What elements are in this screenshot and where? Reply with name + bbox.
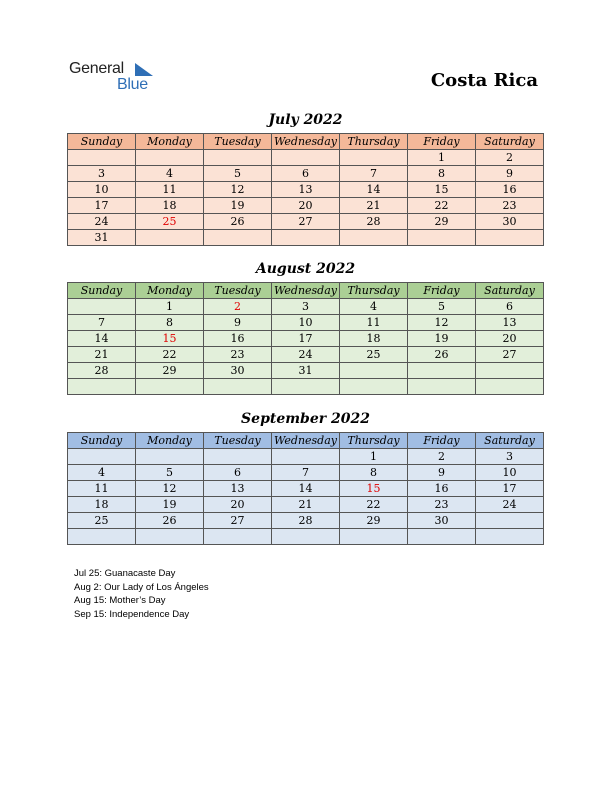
week-row xyxy=(68,347,544,363)
day-cell: 14 xyxy=(272,481,340,497)
weekday-header: Saturday xyxy=(476,283,544,299)
day-cell: 22 xyxy=(136,347,204,363)
day-cell: 27 xyxy=(272,214,340,230)
day-cell: 18 xyxy=(68,497,136,513)
day-cell xyxy=(340,363,408,379)
day-cell: 11 xyxy=(68,481,136,497)
day-cell: 15 xyxy=(136,331,204,347)
month-title-july: July 2022 xyxy=(268,112,343,128)
week-row xyxy=(68,449,544,465)
week-row xyxy=(68,363,544,379)
weekday-header: Wednesday xyxy=(272,134,340,150)
day-cell: 11 xyxy=(136,182,204,198)
day-cell xyxy=(68,449,136,465)
day-cell: 30 xyxy=(408,513,476,529)
day-cell xyxy=(204,449,272,465)
day-cell: 26 xyxy=(204,214,272,230)
weekday-header: Monday xyxy=(136,433,204,449)
brand-logo xyxy=(69,60,169,96)
week-row xyxy=(68,182,544,198)
weekday-header: Wednesday xyxy=(272,283,340,299)
weekday-header: Saturday xyxy=(476,433,544,449)
day-cell: 3 xyxy=(476,449,544,465)
day-cell xyxy=(476,529,544,545)
day-cell: 14 xyxy=(68,331,136,347)
weekday-header: Sunday xyxy=(68,283,136,299)
day-cell: 10 xyxy=(476,465,544,481)
weekday-header: Thursday xyxy=(340,433,408,449)
day-cell: 16 xyxy=(204,331,272,347)
day-cell: 8 xyxy=(408,166,476,182)
day-cell xyxy=(272,529,340,545)
holiday-item: Sep 15: Independence Day xyxy=(74,608,190,620)
day-cell xyxy=(204,529,272,545)
week-row xyxy=(68,331,544,347)
day-cell xyxy=(476,230,544,246)
day-cell: 13 xyxy=(272,182,340,198)
day-cell: 27 xyxy=(476,347,544,363)
weekday-header: Tuesday xyxy=(204,283,272,299)
day-cell: 21 xyxy=(272,497,340,513)
day-cell: 6 xyxy=(476,299,544,315)
day-cell: 6 xyxy=(272,166,340,182)
day-cell: 25 xyxy=(136,214,204,230)
calendar-august xyxy=(67,282,544,395)
day-cell xyxy=(408,363,476,379)
weekday-header: Tuesday xyxy=(204,134,272,150)
week-row xyxy=(68,513,544,529)
day-cell: 5 xyxy=(408,299,476,315)
day-cell xyxy=(204,150,272,166)
day-cell: 23 xyxy=(408,497,476,513)
week-row xyxy=(68,150,544,166)
day-cell: 20 xyxy=(476,331,544,347)
day-cell: 2 xyxy=(204,299,272,315)
day-cell xyxy=(476,379,544,395)
weekday-header: Saturday xyxy=(476,134,544,150)
day-cell xyxy=(68,529,136,545)
day-cell xyxy=(476,513,544,529)
day-cell xyxy=(136,379,204,395)
day-cell: 29 xyxy=(340,513,408,529)
holiday-list xyxy=(74,567,209,621)
day-cell: 2 xyxy=(408,449,476,465)
day-cell: 29 xyxy=(136,363,204,379)
day-cell: 4 xyxy=(136,166,204,182)
day-cell: 24 xyxy=(68,214,136,230)
day-cell: 18 xyxy=(136,198,204,214)
brand-line-1: General xyxy=(69,60,124,77)
day-cell: 23 xyxy=(476,198,544,214)
day-cell: 9 xyxy=(476,166,544,182)
day-cell: 1 xyxy=(340,449,408,465)
day-cell xyxy=(68,379,136,395)
day-cell: 3 xyxy=(272,299,340,315)
day-cell xyxy=(408,230,476,246)
weekday-header: Sunday xyxy=(68,134,136,150)
day-cell: 27 xyxy=(204,513,272,529)
day-cell: 14 xyxy=(340,182,408,198)
day-cell: 8 xyxy=(340,465,408,481)
weekday-header: Monday xyxy=(136,283,204,299)
holiday-item: Jul 25: Guanacaste Day xyxy=(74,568,176,579)
day-cell: 17 xyxy=(68,198,136,214)
weekday-header: Tuesday xyxy=(204,433,272,449)
weekday-header: Friday xyxy=(408,283,476,299)
day-cell: 4 xyxy=(68,465,136,481)
country-title: Costa Rica xyxy=(430,70,538,91)
weekday-header: Friday xyxy=(408,433,476,449)
day-cell: 22 xyxy=(340,497,408,513)
week-row xyxy=(68,299,544,315)
day-cell xyxy=(204,379,272,395)
week-row xyxy=(68,379,544,395)
day-cell: 22 xyxy=(408,198,476,214)
day-cell xyxy=(340,150,408,166)
weekday-header: Monday xyxy=(136,134,204,150)
day-cell: 19 xyxy=(204,198,272,214)
day-cell: 30 xyxy=(204,363,272,379)
weekday-header: Wednesday xyxy=(272,433,340,449)
calendar-july xyxy=(67,133,544,246)
day-cell xyxy=(136,150,204,166)
day-cell: 12 xyxy=(204,182,272,198)
day-cell: 9 xyxy=(204,315,272,331)
day-cell: 5 xyxy=(204,166,272,182)
day-cell: 17 xyxy=(476,481,544,497)
day-cell: 26 xyxy=(408,347,476,363)
weekday-header: Thursday xyxy=(340,134,408,150)
brand-line-2: Blue xyxy=(117,76,148,93)
day-cell: 2 xyxy=(476,150,544,166)
brand-triangle-icon xyxy=(135,63,153,76)
day-cell: 7 xyxy=(68,315,136,331)
day-cell: 7 xyxy=(272,465,340,481)
day-cell xyxy=(408,379,476,395)
day-cell: 11 xyxy=(340,315,408,331)
day-cell: 10 xyxy=(68,182,136,198)
weekday-header: Sunday xyxy=(68,433,136,449)
day-cell xyxy=(272,449,340,465)
day-cell: 24 xyxy=(272,347,340,363)
week-row xyxy=(68,481,544,497)
day-cell: 1 xyxy=(136,299,204,315)
day-cell: 28 xyxy=(272,513,340,529)
week-row xyxy=(68,230,544,246)
day-cell xyxy=(340,379,408,395)
day-cell xyxy=(340,529,408,545)
week-row xyxy=(68,166,544,182)
day-cell xyxy=(272,230,340,246)
day-cell: 12 xyxy=(136,481,204,497)
day-cell: 25 xyxy=(340,347,408,363)
day-cell xyxy=(340,230,408,246)
week-row xyxy=(68,529,544,545)
day-cell: 25 xyxy=(68,513,136,529)
day-cell: 20 xyxy=(204,497,272,513)
day-cell xyxy=(476,363,544,379)
calendar-september xyxy=(67,432,544,545)
day-cell: 6 xyxy=(204,465,272,481)
day-cell: 3 xyxy=(68,166,136,182)
day-cell xyxy=(204,230,272,246)
week-row xyxy=(68,315,544,331)
day-cell: 8 xyxy=(136,315,204,331)
day-cell: 13 xyxy=(204,481,272,497)
day-cell xyxy=(136,449,204,465)
day-cell: 31 xyxy=(272,363,340,379)
day-cell: 28 xyxy=(68,363,136,379)
day-cell: 21 xyxy=(68,347,136,363)
day-cell: 29 xyxy=(408,214,476,230)
day-cell: 19 xyxy=(408,331,476,347)
day-cell xyxy=(68,150,136,166)
day-cell: 28 xyxy=(340,214,408,230)
day-cell xyxy=(68,299,136,315)
holiday-item: Aug 15: Mother’s Day xyxy=(74,595,166,606)
day-cell: 1 xyxy=(408,150,476,166)
day-cell: 16 xyxy=(408,481,476,497)
day-cell: 15 xyxy=(340,481,408,497)
day-cell: 10 xyxy=(272,315,340,331)
day-cell xyxy=(272,150,340,166)
month-title-september: September 2022 xyxy=(241,411,370,427)
day-cell xyxy=(408,529,476,545)
day-cell xyxy=(272,379,340,395)
day-cell xyxy=(136,230,204,246)
day-cell: 7 xyxy=(340,166,408,182)
holiday-item: Aug 2: Our Lady of Los Ángeles xyxy=(74,581,209,593)
day-cell: 24 xyxy=(476,497,544,513)
day-cell: 17 xyxy=(272,331,340,347)
day-cell: 20 xyxy=(272,198,340,214)
day-cell: 26 xyxy=(136,513,204,529)
day-cell: 16 xyxy=(476,182,544,198)
day-cell: 4 xyxy=(340,299,408,315)
day-cell: 15 xyxy=(408,182,476,198)
day-cell: 18 xyxy=(340,331,408,347)
day-cell: 13 xyxy=(476,315,544,331)
day-cell: 31 xyxy=(68,230,136,246)
day-cell: 12 xyxy=(408,315,476,331)
day-cell: 9 xyxy=(408,465,476,481)
week-row xyxy=(68,198,544,214)
day-cell: 5 xyxy=(136,465,204,481)
weekday-header: Thursday xyxy=(340,283,408,299)
week-row xyxy=(68,465,544,481)
day-cell xyxy=(136,529,204,545)
weekday-header: Friday xyxy=(408,134,476,150)
day-cell: 23 xyxy=(204,347,272,363)
month-title-august: August 2022 xyxy=(255,261,356,277)
week-row xyxy=(68,214,544,230)
week-row xyxy=(68,497,544,513)
day-cell: 19 xyxy=(136,497,204,513)
day-cell: 30 xyxy=(476,214,544,230)
day-cell: 21 xyxy=(340,198,408,214)
